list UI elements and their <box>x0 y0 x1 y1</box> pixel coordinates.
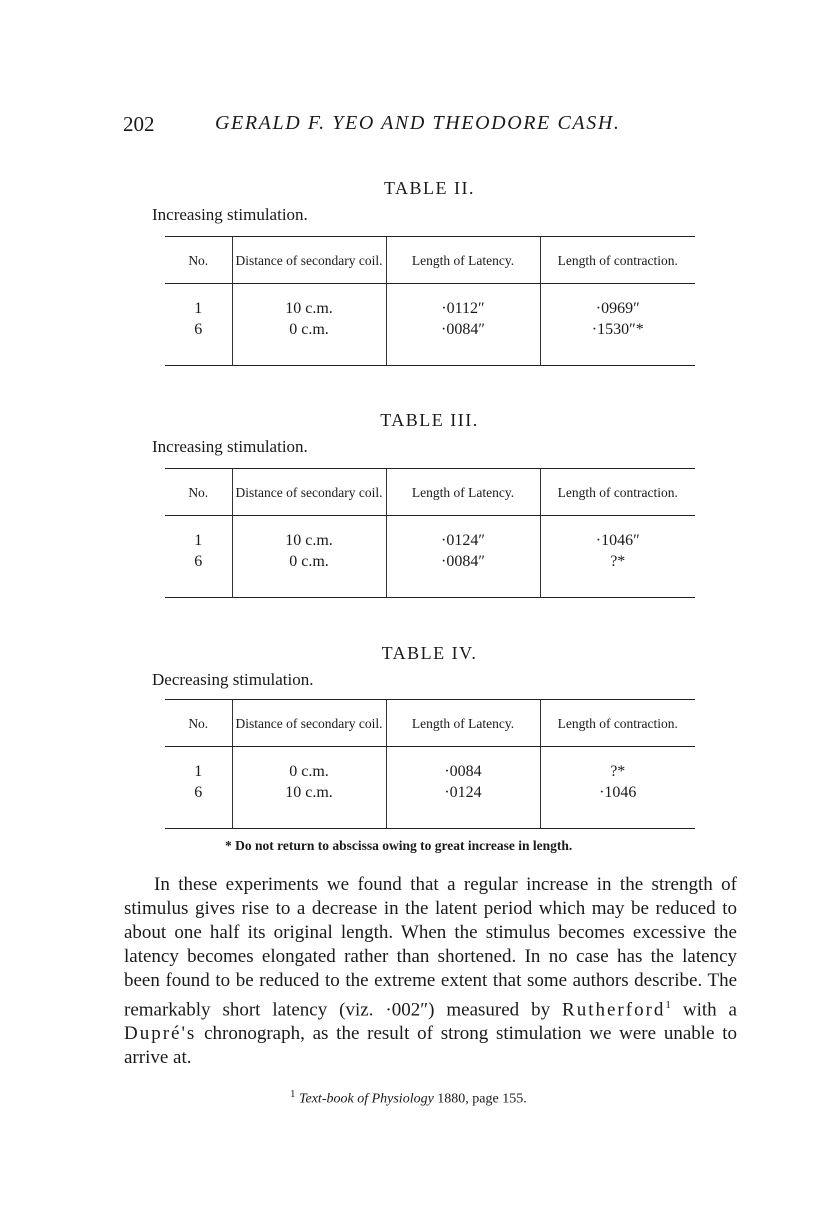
table-title: TABLE IV. <box>381 643 478 663</box>
table-body-row <box>165 284 695 366</box>
cell-distance: 10 c.m. 0 c.m. <box>232 284 386 366</box>
table-body-row <box>165 747 695 829</box>
cell-no: 1 6 <box>165 747 232 829</box>
cell-no: 1 6 <box>165 284 232 366</box>
cell-latency: ·0124″ ·0084″ <box>386 516 540 598</box>
col-header-no: No. <box>165 237 232 284</box>
table-caption: Decreasing stimulation. <box>152 670 314 689</box>
author-name: Dupré's <box>124 1023 197 1045</box>
cell-contraction: ?* ·1046 <box>540 747 695 829</box>
cell-no: 1 6 <box>165 516 232 598</box>
col-header-distance: Distance of secondary coil. <box>232 700 386 747</box>
cell-latency: ·0084 ·0124 <box>386 747 540 829</box>
cell-contraction: ·1046″ ?* <box>540 516 695 598</box>
running-head: GERALD F. YEO AND THEODORE CASH. <box>215 112 621 134</box>
col-header-distance: Distance of secondary coil. <box>232 237 386 284</box>
data-table <box>165 468 695 598</box>
col-header-contraction: Length of contraction. <box>540 237 695 284</box>
cell-contraction: ·0969″ ·1530″* <box>540 284 695 366</box>
table-header-row <box>165 700 695 747</box>
col-header-contraction: Length of contraction. <box>540 700 695 747</box>
data-table <box>165 236 695 366</box>
table-footnote: * Do not return to abscissa owing to great increase in length. <box>225 838 573 853</box>
col-header-no: No. <box>165 700 232 747</box>
table-title: TABLE II. <box>383 178 476 198</box>
table-body-row <box>165 516 695 598</box>
table-header-row <box>165 237 695 284</box>
col-header-distance: Distance of secondary coil. <box>232 469 386 516</box>
footnote-marker: 1 <box>665 999 671 1011</box>
table-caption: Increasing stimulation. <box>152 205 308 224</box>
table-header-row <box>165 469 695 516</box>
data-table <box>165 699 695 829</box>
body-paragraph: In these experiments we found that a regular increase in the strength of stimulus gives rise to a decrease in the latent period which may be reduced to about one half its original length. When the stimulus becomes excessive the latency becomes elongated rather than shortened. In no case has the latency been found to be reduced to the extreme extent that some authors describe. The remarkably short latency (viz. ·002″) measured by Rutherford$^1$ with a Dupré's chronograph, as the result of strong stimulation we were unable to arrive at. <box>124 874 737 1069</box>
page-footnote: $^1$ Text-book of Physiology 1880, page 155. <box>290 1088 527 1107</box>
col-header-latency: Length of Latency. <box>386 469 540 516</box>
col-header-latency: Length of Latency. <box>386 237 540 284</box>
cell-latency: ·0112″ ·0084″ <box>386 284 540 366</box>
table-title: TABLE III. <box>380 410 479 430</box>
col-header-latency: Length of Latency. <box>386 700 540 747</box>
col-header-contraction: Length of contraction. <box>540 469 695 516</box>
col-header-no: No. <box>165 469 232 516</box>
cell-distance: 10 c.m. 0 c.m. <box>232 516 386 598</box>
table-caption: Increasing stimulation. <box>152 437 308 456</box>
author-name: Rutherford <box>562 999 666 1021</box>
page-number: 202 <box>123 112 155 136</box>
table-3-block <box>152 410 697 570</box>
table-4-block <box>152 643 697 801</box>
cell-distance: 0 c.m. 10 c.m. <box>232 747 386 829</box>
table-2-block <box>152 178 697 338</box>
page-header <box>123 112 703 142</box>
